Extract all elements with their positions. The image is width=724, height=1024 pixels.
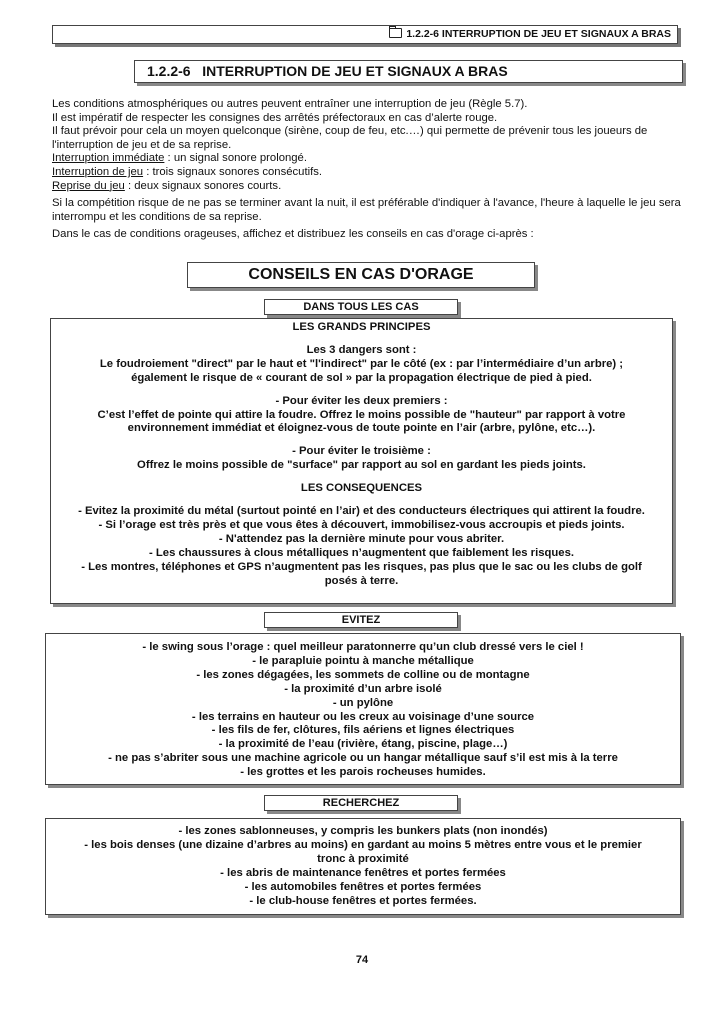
intro-paragraph: Il est impératif de respecter les consignes des arrêtés préfectoraux en cas d’alerte rouge. — [52, 111, 498, 124]
evitez-label: EVITEZ — [264, 612, 458, 628]
running-header — [52, 25, 678, 44]
consequence-item: posés à terre. — [324, 574, 399, 587]
recherchez-item: - les automobiles fenêtres et portes fermées — [244, 880, 482, 893]
dangers-block — [59, 344, 664, 386]
signal-label: Reprise du jeu — [52, 179, 125, 192]
running-header-title: 1.2.2-6 INTERRUPTION DE JEU ET SIGNAUX A BRAS — [406, 28, 671, 40]
evitez-item: - le swing sous l’orage : quel meilleur paratonnerre qu’un club dressé vers le ciel ! — [142, 641, 584, 653]
dangers-heading: Les 3 dangers sont : — [306, 343, 417, 356]
premiers-block — [59, 395, 664, 437]
intro-paragraph: Les conditions atmosphériques ou autres peuvent entraîner une interruption de jeu (Règle 5.7). — [52, 98, 528, 110]
signal-text: : un signal sonore prolongé. — [164, 152, 307, 165]
evitez-item: - la proximité de l’eau (rivière, étang, piscine, plage…) — [218, 738, 508, 751]
evitez-item: - les terrains en hauteur ou les creux au voisinage d’une source — [191, 710, 535, 723]
signal-label: Interruption immédiate — [52, 152, 165, 165]
consequences-title: LES CONSEQUENCES — [300, 482, 423, 495]
recherchez-item: tronc à proximité — [317, 852, 409, 865]
section-title: 1.2.2-6 INTERRUPTION DE JEU ET SIGNAUX A BRAS — [134, 60, 683, 83]
signal-line — [52, 166, 686, 180]
premiers-line: C’est l’effet de pointe qui attire la foudre. Offrez le moins possible de "hauteur" par rapport à votre — [97, 408, 626, 421]
consequence-item: - Evitez la proximité du métal (surtout pointé en l’air) et des conducteurs électriques qui attirent la foudre. — [78, 505, 645, 518]
dans-tous-les-cas-label: DANS TOUS LES CAS — [264, 299, 458, 315]
signal-text: : deux signaux sonores courts. — [124, 179, 282, 192]
page-number: 74 — [355, 954, 369, 966]
evitez-item: - les grottes et les parois rocheuses humides. — [240, 766, 486, 779]
signal-text: : trois signaux sonores consécutifs. — [143, 165, 323, 178]
recherchez-label: RECHERCHEZ — [264, 795, 458, 811]
evitez-item: - un pylône — [332, 696, 394, 709]
troisieme-line: Offrez le moins possible de "surface" par rapport au sol en gardant les pieds joints. — [137, 459, 586, 472]
folder-icon — [389, 28, 402, 38]
intro-paragraph: Dans le cas de conditions orageuses, affichez et distribuez les conseils en cas d'orage ci-après : — [52, 228, 534, 241]
recherchez-item: - le club-house fenêtres et portes fermées. — [249, 894, 477, 907]
premiers-line: environnement immédiat et éloignez-vous de toute pointe en l’air (arbre, pylône, etc…). — [127, 422, 596, 435]
evitez-item: - le parapluie pointu à manche métallique — [252, 654, 474, 667]
intro-paragraph: Si la compétition risque de ne pas se terminer avant la nuit, il est préférable d'indiquer à l'avance, l'heure à laquelle le jeu sera interrompu et les conditions de sa reprise. — [52, 197, 681, 223]
troisieme-block — [59, 445, 664, 473]
signal-label: Interruption de jeu — [52, 165, 144, 178]
intro-paragraph: Il faut prévoir pour cela un moyen quelconque (sirène, coup de feu, etc.…) qui permette de prévenir tous les joueurs de l'interruption de jeu et de sa reprise. — [52, 125, 648, 151]
signal-line — [52, 152, 686, 166]
evitez-item: - les fils de fer, clôtures, fils aériens et lignes électriques — [211, 724, 515, 737]
evitez-item: - la proximité d’un arbre isolé — [284, 682, 442, 695]
dangers-line: également le risque de « courant de sol » par la propagation électrique de pied à pied. — [131, 371, 592, 384]
evitez-box — [45, 633, 681, 785]
troisieme-heading: - Pour éviter le troisième : — [292, 445, 431, 458]
recherchez-item: - les bois denses (une dizaine d’arbres au moins) en gardant au moins 5 mètres entre vous et le premier — [84, 838, 642, 851]
consequence-item: - Les montres, téléphones et GPS n’augmentent pas les risques, pas plus que le sac ou les clubs de golf — [81, 560, 642, 573]
intro-text — [52, 98, 686, 242]
recherchez-item: - les zones sablonneuses, y compris les bunkers plats (non inondés) — [178, 825, 548, 837]
recherchez-box — [45, 818, 681, 915]
dangers-line: Le foudroiement "direct" par le haut et "l'indirect" par le côté (ex : par l’intermédiaire d’un arbre) ; — [99, 357, 624, 370]
consequence-item: - Les chaussures à clous métalliques n’augmentent que faiblement les risques. — [148, 546, 575, 559]
recherchez-item: - les abris de maintenance fenêtres et portes fermées — [220, 866, 506, 879]
evitez-item: - les zones dégagées, les sommets de colline ou de montagne — [196, 668, 530, 681]
consequence-item: - N'attendez pas la dernière minute pour vous abriter. — [218, 532, 505, 545]
principes-title: LES GRANDS PRINCIPES — [292, 321, 431, 333]
principes-box — [50, 318, 673, 604]
conseils-title: CONSEILS EN CAS D'ORAGE — [187, 262, 535, 288]
consequence-item: - Si l’orage est très près et que vous êtes à découvert, immobilisez-vous accroupis et pieds joints. — [98, 518, 625, 531]
evitez-item: - ne pas s’abriter sous une machine agricole ou un hangar métallique sauf s’il est mis à la terre — [108, 752, 618, 765]
signal-line — [52, 180, 686, 194]
premiers-heading: - Pour éviter les deux premiers : — [275, 394, 448, 407]
consequences-block — [59, 482, 664, 588]
